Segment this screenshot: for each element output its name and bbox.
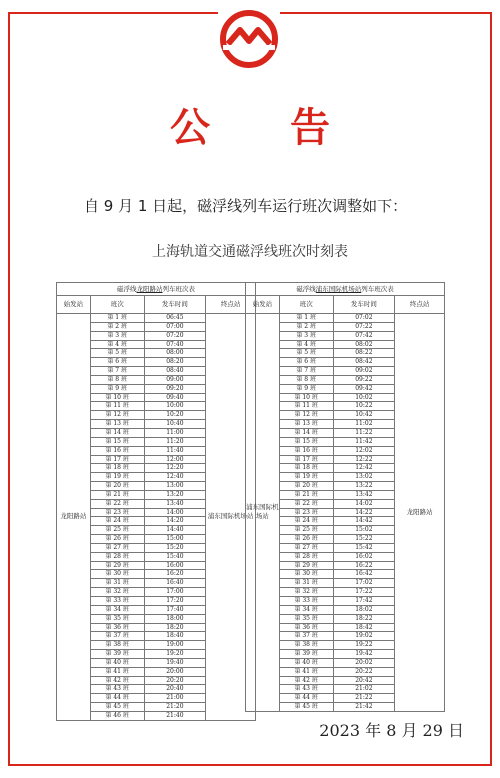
- departure-time: 21:42: [333, 703, 395, 712]
- run-number: 第 17 班: [90, 455, 144, 464]
- run-number: 第 33 班: [90, 597, 144, 606]
- run-number: 第 12 班: [279, 411, 333, 420]
- departure-time: 16:20: [144, 570, 206, 579]
- header-origin: 始发站: [57, 296, 91, 314]
- run-number: 第 23 班: [279, 508, 333, 517]
- departure-time: 09:20: [144, 384, 206, 393]
- run-number: 第 3 班: [279, 331, 333, 340]
- run-number: 第 12 班: [90, 411, 144, 420]
- departure-time: 13:00: [144, 482, 206, 491]
- run-number: 第 13 班: [90, 420, 144, 429]
- run-number: 第 29 班: [279, 561, 333, 570]
- run-number: 第 24 班: [90, 517, 144, 526]
- departure-time: 20:02: [333, 658, 395, 667]
- run-number: 第 20 班: [279, 482, 333, 491]
- departure-time: 17:22: [333, 588, 395, 597]
- run-number: 第 3 班: [90, 331, 144, 340]
- departure-time: 07:40: [144, 340, 206, 349]
- departure-time: 13:42: [333, 490, 395, 499]
- header-run: 班次: [90, 296, 144, 314]
- departure-time: 10:22: [333, 402, 395, 411]
- run-number: 第 43 班: [279, 685, 333, 694]
- run-number: 第 19 班: [90, 473, 144, 482]
- run-number: 第 15 班: [90, 437, 144, 446]
- run-number: 第 46 班: [90, 711, 144, 720]
- run-number: 第 34 班: [90, 605, 144, 614]
- header-origin: 始发站: [246, 296, 280, 314]
- run-number: 第 27 班: [279, 543, 333, 552]
- run-number: 第 10 班: [90, 393, 144, 402]
- departure-time: 16:40: [144, 579, 206, 588]
- run-number: 第 31 班: [90, 579, 144, 588]
- run-number: 第 21 班: [90, 490, 144, 499]
- run-number: 第 22 班: [90, 499, 144, 508]
- run-number: 第 25 班: [279, 526, 333, 535]
- departure-time: 19:40: [144, 658, 206, 667]
- run-number: 第 11 班: [279, 402, 333, 411]
- run-number: 第 28 班: [279, 552, 333, 561]
- run-number: 第 11 班: [90, 402, 144, 411]
- run-number: 第 10 班: [279, 393, 333, 402]
- origin-station: 龙阳路站: [57, 314, 91, 721]
- departure-time: 19:42: [333, 650, 395, 659]
- departure-time: 14:20: [144, 517, 206, 526]
- run-number: 第 38 班: [279, 641, 333, 650]
- departure-time: 16:00: [144, 561, 206, 570]
- departure-time: 20:42: [333, 676, 395, 685]
- run-number: 第 6 班: [90, 358, 144, 367]
- departure-time: 08:40: [144, 367, 206, 376]
- departure-time: 07:02: [333, 314, 395, 323]
- run-number: 第 27 班: [90, 543, 144, 552]
- departure-time: 14:22: [333, 508, 395, 517]
- departure-time: 12:02: [333, 446, 395, 455]
- departure-time: 10:00: [144, 402, 206, 411]
- departure-time: 14:42: [333, 517, 395, 526]
- run-number: 第 33 班: [279, 597, 333, 606]
- departure-time: 18:40: [144, 632, 206, 641]
- departure-time: 11:40: [144, 446, 206, 455]
- run-number: 第 4 班: [90, 340, 144, 349]
- departure-time: 13:22: [333, 482, 395, 491]
- longyang-timetable: [56, 282, 256, 721]
- departure-time: 10:40: [144, 420, 206, 429]
- origin-station: 浦东国际机场站: [246, 314, 280, 712]
- run-number: 第 16 班: [279, 446, 333, 455]
- departure-time: 07:42: [333, 331, 395, 340]
- departure-time: 17:20: [144, 597, 206, 606]
- departure-time: 17:40: [144, 605, 206, 614]
- departure-time: 13:40: [144, 499, 206, 508]
- departure-time: 13:20: [144, 490, 206, 499]
- departure-time: 10:42: [333, 411, 395, 420]
- departure-time: 14:40: [144, 526, 206, 535]
- departure-time: 19:00: [144, 641, 206, 650]
- run-number: 第 6 班: [279, 358, 333, 367]
- departure-time: 18:20: [144, 623, 206, 632]
- right-timetable: [245, 282, 445, 712]
- run-number: 第 23 班: [90, 508, 144, 517]
- table-caption: 磁浮线龙阳路站列车班次表: [57, 283, 256, 296]
- run-number: 第 9 班: [279, 384, 333, 393]
- departure-time: 11:00: [144, 428, 206, 437]
- run-number: 第 5 班: [279, 349, 333, 358]
- run-number: 第 44 班: [279, 694, 333, 703]
- run-number: 第 37 班: [90, 632, 144, 641]
- run-number: 第 26 班: [279, 535, 333, 544]
- run-number: 第 38 班: [90, 641, 144, 650]
- departure-time: 16:22: [333, 561, 395, 570]
- departure-time: 18:42: [333, 623, 395, 632]
- departure-time: 16:42: [333, 570, 395, 579]
- notice-date: 2023 年 8 月 29 日: [319, 721, 464, 740]
- departure-time: 12:40: [144, 473, 206, 482]
- pudong-airport-timetable: [245, 282, 445, 712]
- header-time: 发车时间: [144, 296, 206, 314]
- run-number: 第 41 班: [279, 667, 333, 676]
- departure-time: 10:02: [333, 393, 395, 402]
- destination-station: 浦东国际机场站: [206, 314, 256, 721]
- run-number: 第 40 班: [90, 658, 144, 667]
- departure-time: 08:00: [144, 349, 206, 358]
- departure-time: 19:02: [333, 632, 395, 641]
- departure-time: 11:02: [333, 420, 395, 429]
- departure-time: 16:02: [333, 552, 395, 561]
- run-number: 第 20 班: [90, 482, 144, 491]
- departure-time: 15:20: [144, 543, 206, 552]
- run-number: 第 44 班: [90, 694, 144, 703]
- notice-title: 公告: [170, 105, 410, 151]
- run-number: 第 8 班: [90, 375, 144, 384]
- departure-time: 09:02: [333, 367, 395, 376]
- departure-time: 12:42: [333, 464, 395, 473]
- run-number: 第 32 班: [279, 588, 333, 597]
- run-number: 第 7 班: [279, 367, 333, 376]
- departure-time: 17:02: [333, 579, 395, 588]
- header-run: 班次: [279, 296, 333, 314]
- run-number: 第 26 班: [90, 535, 144, 544]
- departure-time: 19:22: [333, 641, 395, 650]
- run-number: 第 18 班: [90, 464, 144, 473]
- departure-time: 07:22: [333, 322, 395, 331]
- departure-time: 20:20: [144, 676, 206, 685]
- departure-time: 18:00: [144, 614, 206, 623]
- notice-body: 自 9 月 1 日起，磁浮线列车运行班次调整如下：: [84, 197, 408, 215]
- departure-time: 21:20: [144, 703, 206, 712]
- departure-time: 17:42: [333, 597, 395, 606]
- departure-time: 12:00: [144, 455, 206, 464]
- run-number: 第 42 班: [279, 676, 333, 685]
- run-number: 第 40 班: [279, 658, 333, 667]
- run-number: 第 8 班: [279, 375, 333, 384]
- run-number: 第 41 班: [90, 667, 144, 676]
- departure-time: 15:00: [144, 535, 206, 544]
- run-number: 第 35 班: [279, 614, 333, 623]
- departure-time: 12:22: [333, 455, 395, 464]
- run-number: 第 2 班: [90, 322, 144, 331]
- departure-time: 08:02: [333, 340, 395, 349]
- departure-time: 15:42: [333, 543, 395, 552]
- departure-time: 09:00: [144, 375, 206, 384]
- table-row: [246, 314, 445, 323]
- run-number: 第 45 班: [279, 703, 333, 712]
- destination-station: 龙阳路站: [395, 314, 445, 712]
- departure-time: 15:22: [333, 535, 395, 544]
- departure-time: 06:45: [144, 314, 206, 323]
- run-number: 第 19 班: [279, 473, 333, 482]
- run-number: 第 2 班: [279, 322, 333, 331]
- run-number: 第 9 班: [90, 384, 144, 393]
- departure-time: 07:20: [144, 331, 206, 340]
- departure-time: 08:20: [144, 358, 206, 367]
- run-number: 第 15 班: [279, 437, 333, 446]
- departure-time: 14:00: [144, 508, 206, 517]
- departure-time: 12:20: [144, 464, 206, 473]
- departure-time: 18:02: [333, 605, 395, 614]
- run-number: 第 39 班: [279, 650, 333, 659]
- run-number: 第 36 班: [90, 623, 144, 632]
- departure-time: 07:00: [144, 322, 206, 331]
- departure-time: 21:22: [333, 694, 395, 703]
- table-row: [57, 314, 256, 323]
- departure-time: 21:00: [144, 694, 206, 703]
- run-number: 第 25 班: [90, 526, 144, 535]
- left-timetable: [56, 282, 256, 721]
- departure-time: 20:00: [144, 667, 206, 676]
- run-number: 第 30 班: [90, 570, 144, 579]
- departure-time: 13:02: [333, 473, 395, 482]
- run-number: 第 7 班: [90, 367, 144, 376]
- table-caption: 磁浮线浦东国际机场站列车班次表: [246, 283, 445, 296]
- departure-time: 09:22: [333, 375, 395, 384]
- header-time: 发车时间: [333, 296, 395, 314]
- run-number: 第 45 班: [90, 703, 144, 712]
- departure-time: 18:22: [333, 614, 395, 623]
- departure-time: 08:42: [333, 358, 395, 367]
- run-number: 第 1 班: [279, 314, 333, 323]
- header-destination: 终点站: [206, 296, 256, 314]
- departure-time: 09:40: [144, 393, 206, 402]
- run-number: 第 21 班: [279, 490, 333, 499]
- departure-time: 20:22: [333, 667, 395, 676]
- run-number: 第 39 班: [90, 650, 144, 659]
- run-number: 第 35 班: [90, 614, 144, 623]
- run-number: 第 5 班: [90, 349, 144, 358]
- departure-time: 21:40: [144, 711, 206, 720]
- timetable-subtitle: 上海轨道交通磁浮线班次时刻表: [152, 244, 348, 260]
- run-number: 第 17 班: [279, 455, 333, 464]
- departure-time: 11:20: [144, 437, 206, 446]
- run-number: 第 42 班: [90, 676, 144, 685]
- shanghai-metro-logo-icon: [218, 8, 280, 70]
- run-number: 第 30 班: [279, 570, 333, 579]
- run-number: 第 16 班: [90, 446, 144, 455]
- run-number: 第 36 班: [279, 623, 333, 632]
- run-number: 第 28 班: [90, 552, 144, 561]
- departure-time: 15:02: [333, 526, 395, 535]
- header-destination: 终点站: [395, 296, 445, 314]
- run-number: 第 32 班: [90, 588, 144, 597]
- run-number: 第 43 班: [90, 685, 144, 694]
- departure-time: 17:00: [144, 588, 206, 597]
- run-number: 第 31 班: [279, 579, 333, 588]
- departure-time: 10:20: [144, 411, 206, 420]
- departure-time: 21:02: [333, 685, 395, 694]
- departure-time: 15:40: [144, 552, 206, 561]
- run-number: 第 14 班: [90, 428, 144, 437]
- run-number: 第 18 班: [279, 464, 333, 473]
- departure-time: 08:22: [333, 349, 395, 358]
- departure-time: 20:40: [144, 685, 206, 694]
- run-number: 第 4 班: [279, 340, 333, 349]
- run-number: 第 22 班: [279, 499, 333, 508]
- departure-time: 19:20: [144, 650, 206, 659]
- run-number: 第 14 班: [279, 428, 333, 437]
- departure-time: 11:22: [333, 428, 395, 437]
- departure-time: 11:42: [333, 437, 395, 446]
- departure-time: 09:42: [333, 384, 395, 393]
- run-number: 第 13 班: [279, 420, 333, 429]
- departure-time: 14:02: [333, 499, 395, 508]
- run-number: 第 1 班: [90, 314, 144, 323]
- run-number: 第 34 班: [279, 605, 333, 614]
- run-number: 第 29 班: [90, 561, 144, 570]
- run-number: 第 37 班: [279, 632, 333, 641]
- run-number: 第 24 班: [279, 517, 333, 526]
